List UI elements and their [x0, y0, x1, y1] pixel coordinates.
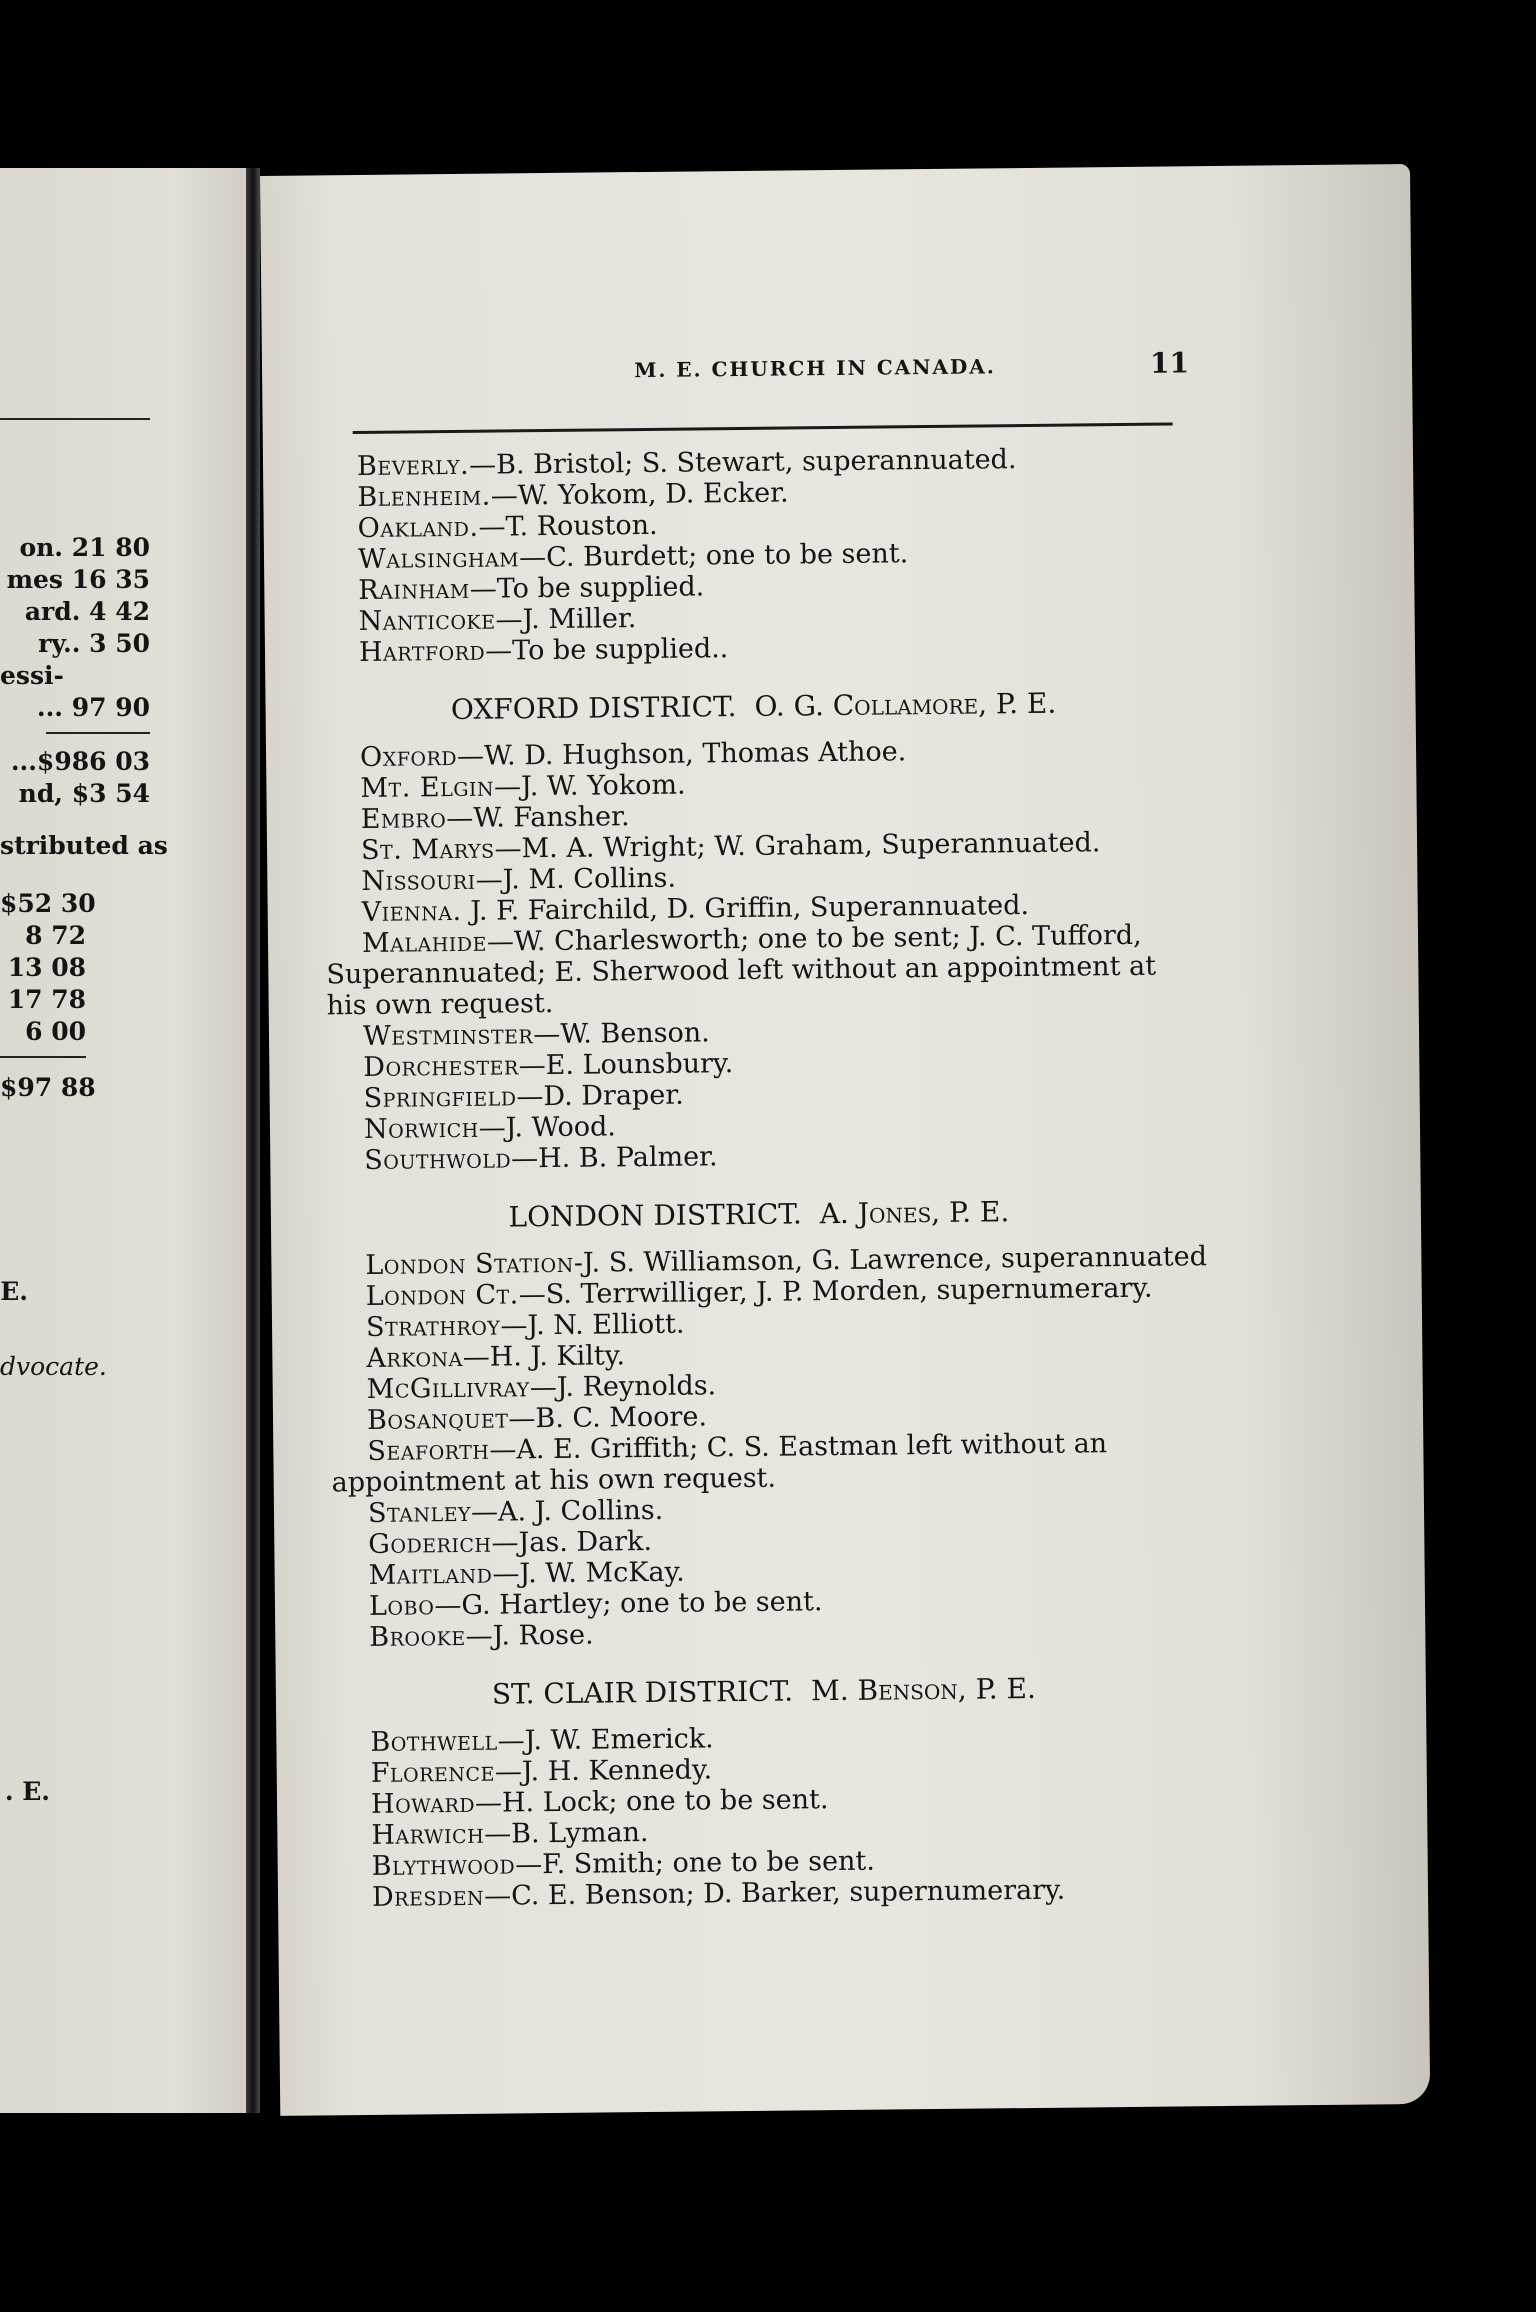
- separator: —: [510, 1143, 539, 1175]
- left-page-fragment: E.: [0, 1277, 28, 1306]
- left-facing-page: [0, 168, 254, 2113]
- circuit-name: Strathroy: [365, 1310, 501, 1343]
- separator: —: [462, 1341, 490, 1373]
- circuit-name: Howard: [370, 1787, 476, 1820]
- separator: —: [446, 802, 474, 835]
- left-page-fragment: on. 21 80: [19, 533, 150, 562]
- circuit-name: Blythwood: [371, 1849, 516, 1882]
- separator: —: [516, 1081, 544, 1113]
- separator: —: [494, 1756, 523, 1788]
- left-page-fragment: dvocate.: [0, 1352, 107, 1381]
- preachers: W. Charlesworth; one to be sent; J. C. Tufford,: [513, 919, 1142, 958]
- separator: —: [529, 1371, 557, 1404]
- district-name: OXFORD DISTRICT.: [450, 690, 737, 727]
- preachers: B. C. Moore.: [535, 1401, 708, 1435]
- appointments-list: [321, 442, 1208, 1913]
- book-spine: [246, 168, 260, 2113]
- preachers: B. Lyman.: [511, 1817, 649, 1850]
- left-page-fragment: stributed as: [0, 831, 168, 860]
- separator: —: [490, 480, 518, 512]
- separator: —: [533, 1018, 561, 1051]
- presiding-elder: A. Jones, P. E.: [819, 1195, 1010, 1231]
- left-page-fragment: 6 00: [25, 1017, 86, 1046]
- preachers: J. Reynolds.: [556, 1370, 717, 1403]
- preachers: C. Burdett; one to be sent.: [546, 538, 909, 574]
- left-page-fragment: 13 08: [7, 953, 86, 982]
- preachers: Jas. Dark.: [518, 1525, 653, 1559]
- left-page-fragment: nd, $3 54: [18, 779, 150, 808]
- left-page-fragment: ... 97 90: [36, 693, 150, 722]
- preachers: A. J. Collins.: [497, 1494, 664, 1528]
- separator: [461, 896, 470, 927]
- entry-continuation: his own request.: [326, 987, 554, 1022]
- separator: —: [469, 573, 497, 605]
- separator: —: [495, 604, 523, 636]
- district-name: ST. CLAIR DISTRICT.: [491, 1674, 794, 1711]
- preachers: J. M. Collins.: [502, 862, 677, 896]
- circuit-name: Seaforth: [367, 1434, 490, 1467]
- separator: —: [492, 1558, 520, 1590]
- circuit-name: London Ct.: [365, 1279, 519, 1312]
- right-page: [260, 164, 1430, 2116]
- separator: —: [500, 1310, 528, 1342]
- header-rule: [353, 422, 1173, 434]
- circuit-name: Hartford: [358, 635, 486, 668]
- preachers: W. Fansher.: [473, 801, 630, 834]
- separator: —: [465, 1620, 493, 1652]
- preachers: H. J. Kilty.: [489, 1340, 626, 1373]
- circuit-name: Goderich: [368, 1527, 492, 1560]
- separator: —: [483, 1880, 512, 1912]
- running-head: M. E. CHURCH IN CANADA.: [634, 354, 996, 383]
- circuit-name: Rainham: [358, 573, 470, 606]
- district-heading: [334, 1670, 1194, 1713]
- district-heading: [329, 1193, 1189, 1236]
- preachers: E. Lounsbury.: [545, 1048, 734, 1082]
- preachers: To be supplied.: [496, 571, 705, 605]
- circuit-name: Nissouri: [361, 864, 476, 897]
- circuit-name: McGillivray: [366, 1372, 530, 1405]
- separator: —: [474, 1787, 503, 1819]
- separator: -: [573, 1247, 584, 1279]
- left-page-fragment: . E.: [4, 1777, 50, 1806]
- circuit-name: London Station: [365, 1247, 574, 1281]
- circuit-name: Malahide: [361, 926, 488, 959]
- circuit-name: Embro: [360, 803, 447, 835]
- preachers: F. Smith; one to be sent.: [541, 1845, 876, 1881]
- separator: —: [494, 833, 522, 865]
- circuit-name: Bothwell: [370, 1725, 498, 1758]
- circuit-name: Dorchester: [363, 1050, 519, 1083]
- circuit-name: Springfield: [363, 1081, 517, 1114]
- separator: —: [489, 1434, 517, 1466]
- circuit-name: Southwold: [364, 1143, 512, 1176]
- preachers: J. N. Elliott.: [527, 1308, 685, 1342]
- separator: —: [478, 511, 506, 543]
- district-heading: [323, 685, 1183, 728]
- separator: —: [486, 926, 515, 958]
- circuit-name: Brooke: [369, 1620, 466, 1653]
- circuit-name: Vienna.: [361, 895, 462, 928]
- separator: —: [518, 1050, 546, 1082]
- circuit-name: Florence: [370, 1756, 496, 1789]
- separator: —: [484, 1818, 512, 1850]
- separator: —: [497, 1725, 525, 1757]
- left-page-fragment: 17 78: [7, 985, 86, 1014]
- entry-continuation: Superannuated; E. Sherwood left without an appointment at: [326, 950, 1157, 991]
- circuit-name: Stanley: [367, 1496, 472, 1529]
- preachers: M. A. Wright; W. Graham, Superannuated.: [521, 827, 1101, 865]
- separator: —: [470, 1496, 499, 1528]
- preachers: H. Lock; one to be sent.: [501, 1784, 829, 1819]
- separator: —: [456, 740, 485, 772]
- separator: —: [434, 1589, 462, 1622]
- left-page-fragment: essi-: [0, 661, 64, 690]
- preachers: C. E. Benson; D. Barker, supernumerary.: [510, 1874, 1066, 1912]
- preachers: To be supplied..: [512, 633, 729, 667]
- preachers: J. S. Williamson, G. Lawrence, superannuated: [582, 1241, 1208, 1279]
- circuit-name: Beverly.: [356, 449, 470, 482]
- separator: —: [491, 1527, 519, 1559]
- left-page-rule: [0, 418, 150, 420]
- left-page-fragment: $97 88: [0, 1073, 96, 1102]
- circuit-name: Oxford: [359, 740, 458, 773]
- preachers: J. W. McKay.: [519, 1556, 685, 1590]
- separator: —: [478, 1112, 506, 1144]
- circuit-name: Bosanquet: [366, 1403, 509, 1436]
- circuit-name: Norwich: [363, 1112, 479, 1145]
- preachers: A. E. Griffith; C. S. Eastman left without an: [516, 1428, 1108, 1466]
- preachers: B. Bristol; S. Stewart, superannuated.: [496, 444, 1017, 481]
- circuit-name: Harwich: [371, 1818, 485, 1851]
- circuit-name: Lobo: [368, 1590, 435, 1622]
- preachers: J. H. Kennedy.: [521, 1754, 713, 1788]
- left-page-fragment: 8 72: [25, 921, 86, 950]
- left-page-fragment: $52 30: [0, 889, 96, 918]
- circuit-name: Oakland.: [357, 511, 479, 544]
- separator: —: [493, 771, 522, 803]
- separator: —: [514, 1849, 543, 1881]
- left-page-fragment: ard. 4 42: [24, 597, 150, 626]
- preachers: G. Hartley; one to be sent.: [461, 1586, 823, 1621]
- preachers: D. Draper.: [543, 1079, 684, 1113]
- circuit-name: Westminster: [362, 1019, 534, 1052]
- preachers: H. B. Palmer.: [537, 1141, 718, 1175]
- preachers: J. W. Yokom.: [520, 769, 686, 803]
- left-page-fragment: ...$986 03: [10, 747, 150, 776]
- left-page-rule: [0, 1056, 86, 1058]
- circuit-name: Arkona: [366, 1341, 463, 1374]
- circuit-name: St. Marys: [360, 833, 495, 866]
- preachers: W. Benson.: [560, 1017, 710, 1050]
- preachers: J. Miller.: [522, 603, 637, 636]
- page-number: 11: [1149, 346, 1190, 380]
- left-page-fragment: ry.. 3 50: [38, 629, 150, 658]
- preachers: W. D. Hughson, Thomas Athoe.: [483, 736, 907, 772]
- separator: —: [508, 1403, 536, 1435]
- circuit-name: Dresden: [371, 1880, 485, 1913]
- circuit-name: Maitland: [368, 1558, 493, 1591]
- circuit-name: Walsingham: [357, 542, 520, 575]
- left-page-fragment: mes 16 35: [6, 565, 150, 594]
- presiding-elder: M. Benson, P. E.: [810, 1671, 1037, 1708]
- circuit-name: Mt. Elgin: [360, 771, 495, 804]
- separator: —: [485, 635, 513, 667]
- preachers: J. Wood.: [505, 1111, 617, 1144]
- preachers: J. W. Emerick.: [524, 1723, 714, 1757]
- separator: —: [518, 1279, 546, 1311]
- preachers: J. F. Fairchild, D. Griffin, Superannuated.: [470, 889, 1030, 927]
- preachers: J. Rose.: [492, 1619, 594, 1652]
- preachers: T. Rouston.: [505, 509, 658, 543]
- preachers: W. Yokom, D. Ecker.: [517, 477, 789, 512]
- district-name: LONDON DISTRICT.: [508, 1197, 802, 1234]
- preachers: S. Terrwilliger, J. P. Morden, supernumerary.: [545, 1272, 1153, 1311]
- circuit-name: Nanticoke: [358, 604, 496, 637]
- presiding-elder: O. G. Collamore, P. E.: [754, 686, 1057, 723]
- separator: —: [519, 542, 547, 574]
- entry-continuation: appointment at his own request.: [331, 1462, 777, 1499]
- circuit-name: Blenheim.: [357, 480, 491, 513]
- left-page-rule: [46, 732, 150, 734]
- separator: —: [469, 449, 497, 481]
- separator: —: [475, 864, 503, 896]
